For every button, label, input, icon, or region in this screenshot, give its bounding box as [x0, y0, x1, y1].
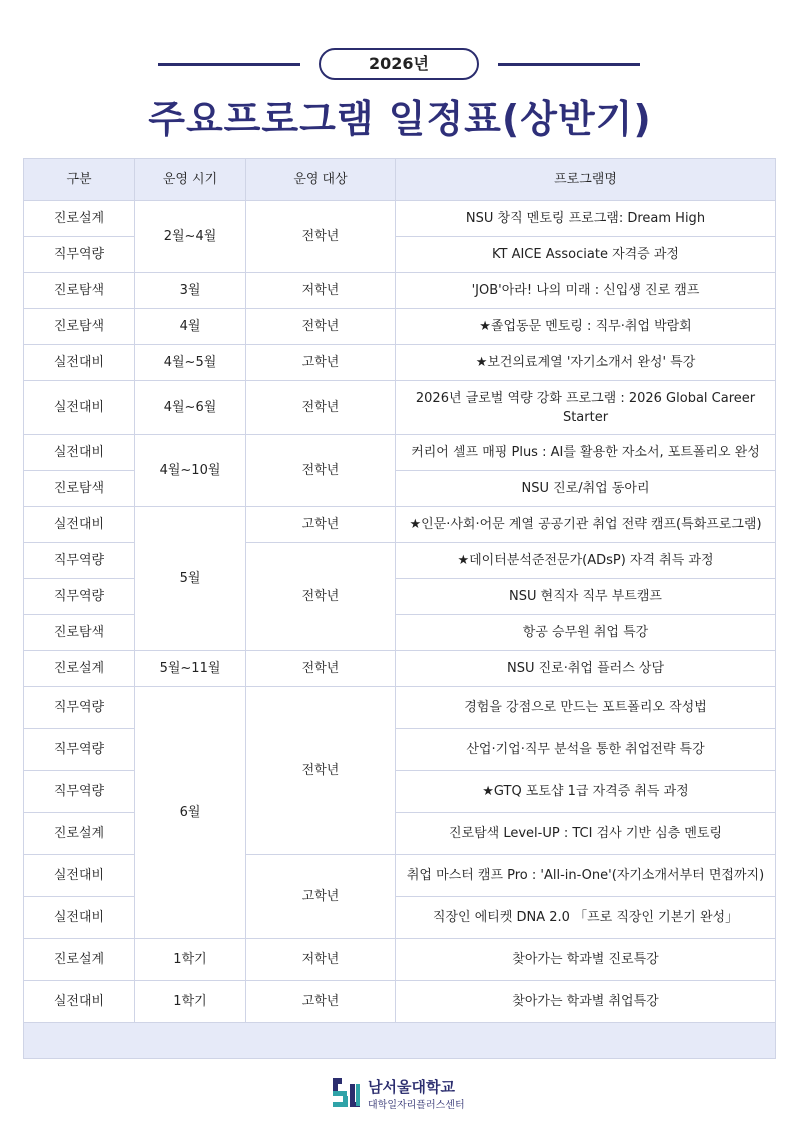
- divider-left: [158, 63, 300, 66]
- cell-category: 실전대비: [24, 381, 135, 435]
- table-row: [24, 345, 776, 381]
- cell-category: 직무역량: [24, 687, 135, 729]
- cell-category: 진로탐색: [24, 273, 135, 309]
- table-row: [24, 981, 776, 1023]
- cell-category: 실전대비: [24, 897, 135, 939]
- cell-category: 진로설계: [24, 813, 135, 855]
- cell-program: 취업 마스터 캠프 Pro : 'All-in-One'(자기소개서부터 면접까지): [396, 855, 776, 897]
- cell-period: 1학기: [135, 981, 246, 1023]
- table-row: [24, 201, 776, 237]
- cell-program: NSU 창직 멘토링 프로그램: Dream High: [396, 201, 776, 237]
- table-footer-band: [24, 1023, 776, 1059]
- table-row: [24, 939, 776, 981]
- page-title: 주요프로그램 일정표(상반기): [148, 97, 652, 141]
- cell-program: ★보건의료계열 '자기소개서 완성' 특강: [396, 345, 776, 381]
- cell-category: 진로탐색: [24, 309, 135, 345]
- cell-category: 진로탐색: [24, 471, 135, 507]
- cell-target: 저학년: [246, 273, 396, 309]
- cell-category: 실전대비: [24, 981, 135, 1023]
- cell-program: ★졸업동문 멘토링 : 직무·취업 박람회: [396, 309, 776, 345]
- cell-program: 'JOB'아라! 나의 미래 : 신입생 진로 캠프: [396, 273, 776, 309]
- divider-right: [498, 63, 640, 66]
- year-header: [0, 48, 800, 80]
- cell-category: 직무역량: [24, 771, 135, 813]
- nsu-logo-icon: [330, 1076, 362, 1110]
- table-row: [24, 381, 776, 435]
- table-row: [24, 435, 776, 471]
- cell-category: 진로탐색: [24, 615, 135, 651]
- cell-target: 전학년: [246, 381, 396, 435]
- cell-program: ★데이터분석준전문가(ADsP) 자격 취득 과정: [396, 543, 776, 579]
- cell-period: 3월: [135, 273, 246, 309]
- table-row: [24, 273, 776, 309]
- table-row: [24, 687, 776, 729]
- cell-target: 고학년: [246, 855, 396, 939]
- table-footer-row: [24, 1023, 776, 1059]
- cell-category: 진로설계: [24, 651, 135, 687]
- cell-period: 6월: [135, 687, 246, 939]
- cell-program: ★인문·사회·어문 계열 공공기관 취업 전략 캠프(특화프로그램): [396, 507, 776, 543]
- cell-program: NSU 현직자 직무 부트캠프: [396, 579, 776, 615]
- header-program: 프로그램명: [396, 159, 776, 201]
- cell-period: 4월: [135, 309, 246, 345]
- header-period: 운영 시기: [135, 159, 246, 201]
- cell-program: 산업·기업·직무 분석을 통한 취업전략 특강: [396, 729, 776, 771]
- cell-category: 직무역량: [24, 543, 135, 579]
- footer-logo: [330, 1074, 490, 1114]
- table-row: [24, 507, 776, 543]
- cell-period: 1학기: [135, 939, 246, 981]
- cell-program: 진로탐색 Level-UP : TCI 검사 기반 심층 멘토링: [396, 813, 776, 855]
- cell-target: 고학년: [246, 981, 396, 1023]
- cell-period: 4월~10월: [135, 435, 246, 507]
- cell-program: 직장인 에티켓 DNA 2.0 「프로 직장인 기본기 완성」: [396, 897, 776, 939]
- cell-period: 4월~6월: [135, 381, 246, 435]
- cell-category: 실전대비: [24, 345, 135, 381]
- cell-program: 항공 승무원 취업 특강: [396, 615, 776, 651]
- cell-target: 전학년: [246, 435, 396, 507]
- cell-target: 고학년: [246, 345, 396, 381]
- header-target: 운영 대상: [246, 159, 396, 201]
- cell-category: 직무역량: [24, 579, 135, 615]
- cell-period: 4월~5월: [135, 345, 246, 381]
- year-badge: 2026년: [319, 48, 479, 80]
- cell-program: ★GTQ 포토샵 1급 자격증 취득 과정: [396, 771, 776, 813]
- header-category: 구분: [24, 159, 135, 201]
- cell-program: 찾아가는 학과별 취업특강: [396, 981, 776, 1023]
- cell-program: NSU 진로·취업 플러스 상담: [396, 651, 776, 687]
- cell-target: 전학년: [246, 201, 396, 273]
- center-name: 대학일자리플러스센터: [368, 1100, 465, 1111]
- cell-category: 실전대비: [24, 855, 135, 897]
- cell-category: 실전대비: [24, 435, 135, 471]
- cell-target: 전학년: [246, 309, 396, 345]
- cell-period: 5월~11월: [135, 651, 246, 687]
- cell-category: 진로설계: [24, 201, 135, 237]
- cell-program: KT AICE Associate 자격증 과정: [396, 237, 776, 273]
- cell-target: 전학년: [246, 543, 396, 651]
- cell-category: 직무역량: [24, 237, 135, 273]
- cell-target: 전학년: [246, 687, 396, 855]
- cell-target: 고학년: [246, 507, 396, 543]
- schedule-table: [23, 158, 776, 1059]
- university-name: 남서울대학교: [368, 1078, 455, 1096]
- cell-category: 진로설계: [24, 939, 135, 981]
- cell-program: 2026년 글로벌 역량 강화 프로그램 : 2026 Global Career Starter: [396, 381, 776, 435]
- table-row: [24, 309, 776, 345]
- cell-target: 저학년: [246, 939, 396, 981]
- cell-target: 전학년: [246, 651, 396, 687]
- cell-program: 찾아가는 학과별 진로특강: [396, 939, 776, 981]
- table-row: [24, 651, 776, 687]
- cell-category: 실전대비: [24, 507, 135, 543]
- cell-category: 직무역량: [24, 729, 135, 771]
- cell-period: 2월~4월: [135, 201, 246, 273]
- cell-period: 5월: [135, 507, 246, 651]
- cell-program: 경험을 강점으로 만드는 포트폴리오 작성법: [396, 687, 776, 729]
- cell-program: NSU 진로/취업 동아리: [396, 471, 776, 507]
- cell-program: 커리어 셀프 매핑 Plus : AI를 활용한 자소서, 포트폴리오 완성: [396, 435, 776, 471]
- table-header-row: [24, 159, 776, 201]
